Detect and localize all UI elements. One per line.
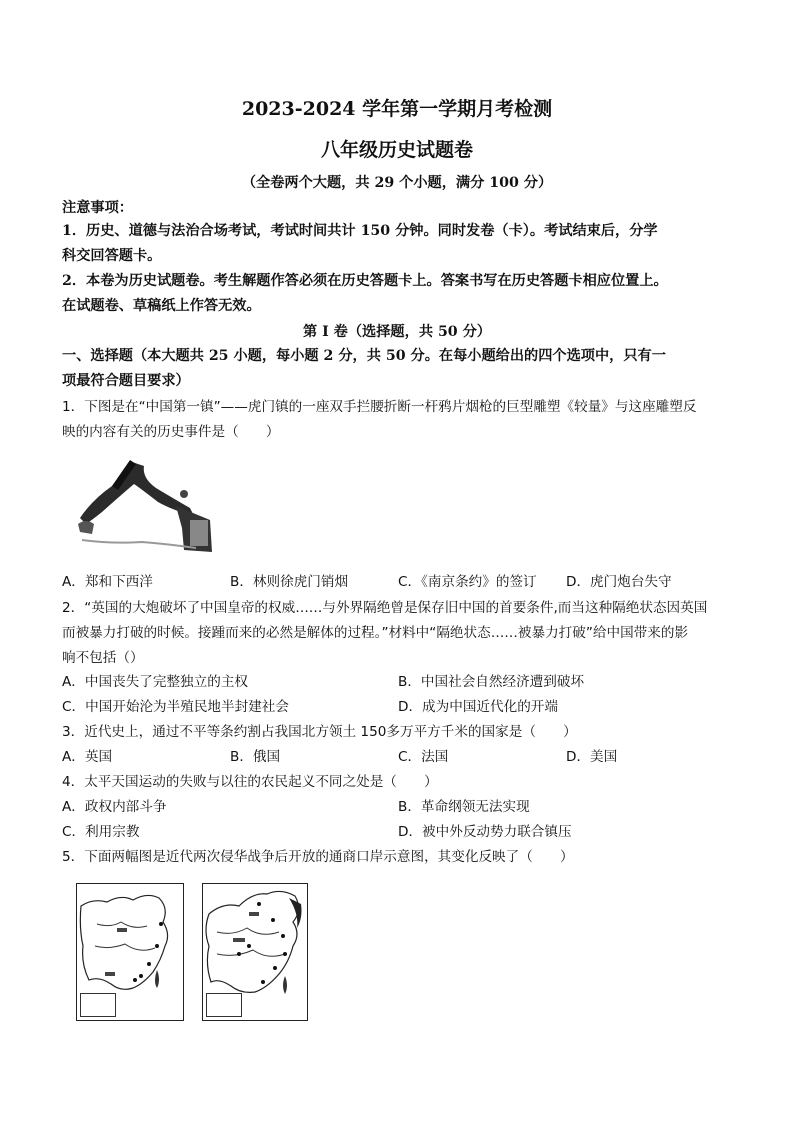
q4-option-a[interactable]: A．政权内部斗争: [62, 799, 167, 815]
map-1-legend: [80, 993, 116, 1017]
q1-option-d[interactable]: D．虎门炮台失守: [566, 574, 672, 590]
sculpture-photo: [72, 458, 218, 554]
q4-option-d[interactable]: D．被中外反动势力联合镇压: [398, 824, 572, 840]
exam-note: （全卷两个大题，共 29 个小题，满分 100 分）: [241, 175, 553, 191]
notice-heading: 注意事项：: [62, 200, 133, 216]
part1-heading: 第 I 卷（选择题，共 50 分）: [302, 324, 491, 340]
q2-option-b[interactable]: B．中国社会自然经济遭到破坏: [398, 674, 585, 690]
notice-item-1: 1．历史、道德与法治合场考试，考试时间共计 150 分钟。同时发卷（卡）。考试结束后，分学: [62, 223, 658, 239]
q1-option-a[interactable]: A．郑和下西洋: [62, 574, 153, 590]
q1-option-c[interactable]: C．《南京条约》的签订: [398, 574, 537, 590]
q2-option-d[interactable]: D．成为中国近代化的开端: [398, 699, 558, 715]
q3-option-b[interactable]: B．俄国: [230, 749, 281, 765]
section-heading-cont: 项最符合题目要求）: [62, 373, 190, 389]
exam-subtitle: 八年级历史试题卷: [320, 139, 473, 161]
question-3-stem: 3．近代史上，通过不平等条约割占我国北方领土 150多万平方千米的国家是（ ）: [62, 724, 577, 740]
q2-option-a[interactable]: A．中国丧失了完整独立的主权: [62, 674, 249, 690]
treaty-ports-map-1: [76, 883, 184, 1021]
q3-option-a[interactable]: A．英国: [62, 749, 113, 765]
q3-option-c[interactable]: C．法国: [398, 749, 449, 765]
question-5-stem: 5．下面两幅图是近代两次侵华战争后开放的通商口岸示意图，其变化反映了（ ）: [62, 849, 574, 865]
question-4-stem: 4．太平天国运动的失败与以往的农民起义不同之处是（ ）: [62, 774, 438, 790]
exam-title: 2023-2024 学年第一学期月考检测: [241, 98, 553, 120]
treaty-ports-map-2: [202, 883, 308, 1021]
notice-item-2-cont: 在试题卷、草稿纸上作答无效。: [62, 298, 261, 314]
map-2-legend: [206, 993, 242, 1017]
q4-option-b[interactable]: B．革命纲领无法实现: [398, 799, 530, 815]
question-2-stem-cont2: 响不包括（）: [62, 650, 144, 666]
section-heading: 一、选择题（本大题共 25 小题，每小题 2 分，共 50 分。在每小题给出的四个选项中，只有一: [62, 348, 666, 364]
q2-option-c[interactable]: C．中国开始沦为半殖民地半封建社会: [62, 699, 289, 715]
question-1-stem-cont: 映的内容有关的历史事件是（ ）: [62, 424, 280, 440]
notice-item-2: 2．本卷为历史试题卷。考生解题作答必须在历史答题卡上。答案书写在历史答题卡相应位置上。: [62, 273, 668, 289]
q4-option-c[interactable]: C．利用宗教: [62, 824, 140, 840]
question-2-stem: 2．“英国的大炮破坏了中国皇帝的权威……与外界隔绝曾是保存旧中国的首要条件,而当这种隔绝状态因英国: [62, 600, 708, 616]
q3-option-d[interactable]: D．美国: [566, 749, 618, 765]
question-1-stem: 1．下图是在“中国第一镇”——虎门镇的一座双手拦腰折断一杆鸦片烟枪的巨型雕塑《较量》与这座雕塑反: [62, 399, 697, 415]
question-2-stem-cont: 而被暴力打破的时候。接踵而来的必然是解体的过程。”材料中“隔绝状态……被暴力打破”给中国带来的影: [62, 625, 689, 641]
q1-option-b[interactable]: B．林则徐虎门销烟: [230, 574, 349, 590]
notice-item-1-cont: 科交回答题卡。: [62, 248, 162, 264]
